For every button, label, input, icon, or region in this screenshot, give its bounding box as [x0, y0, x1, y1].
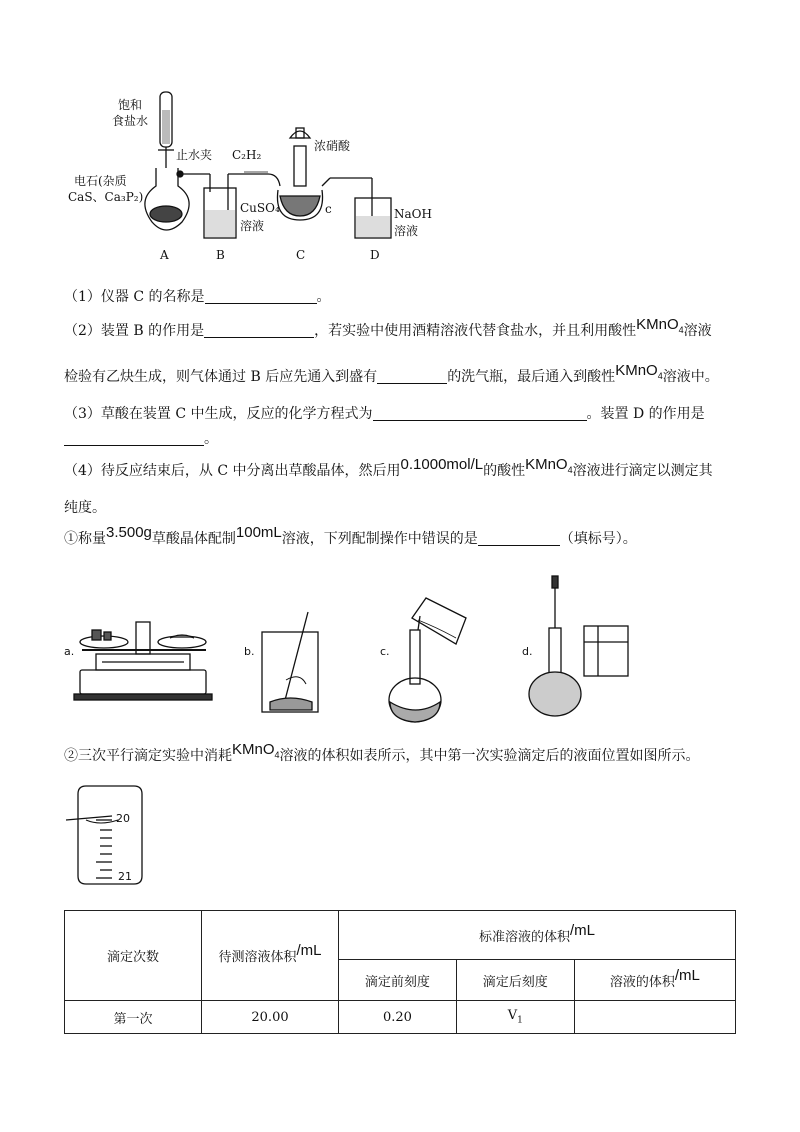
header-standard-volume: 标准溶液的体积/mL [339, 911, 736, 960]
option-c-label: c. [380, 645, 390, 658]
label-B: B [216, 248, 225, 262]
q4-1-pre: ①称量 [64, 531, 106, 547]
label-naoh-1: NaOH [394, 207, 432, 221]
q2-line2-end: 溶液中。 [662, 369, 719, 385]
label-cuso4-1: CuSO₄ [240, 201, 280, 215]
option-b-label: b. [244, 645, 255, 658]
q2-mid: ，若实验中使用酒精溶液代替食盐水，并且利用酸性 [314, 323, 637, 339]
header-before: 滴定前刻度 [339, 960, 457, 1001]
q4-1-end: （填标号）。 [559, 531, 637, 547]
label-carbide-1: 电石(杂质 [74, 174, 127, 188]
cell-after: $V_1$ [456, 1001, 574, 1034]
concentration: 0.1000mol/L [400, 456, 484, 473]
label-C: C [296, 248, 306, 262]
burette-mark-20: 20 [116, 812, 130, 825]
burette-mark-21: 21 [118, 870, 132, 883]
question-4-1 [64, 524, 637, 548]
option-a-label: a. [64, 645, 75, 658]
label-saturated-brine-1: 饱和 [118, 98, 143, 112]
cell-trial: 第一次 [65, 1001, 202, 1034]
question-2-line-1 [64, 316, 712, 341]
q3-end: 。 [204, 431, 218, 447]
question-3-line-2 [64, 428, 218, 448]
label-carbide-2: CaS、Ca₃P₂) [68, 190, 144, 204]
q1-text: （1）仪器 C 的名称是 [64, 289, 205, 305]
header-trial: 滴定次数 [65, 911, 202, 1001]
kmno4-formula: KMnO$_4$ [615, 362, 663, 381]
q2-blank-1[interactable] [204, 323, 314, 338]
label-clamp: 止水夹 [176, 148, 213, 162]
kmno4-formula: KMnO$_4$ [232, 741, 280, 760]
options-drawing [0, 570, 800, 710]
label-cuso4-2: 溶液 [240, 219, 265, 233]
unit-ml: /mL [570, 921, 596, 939]
q4-purity: 纯度。 [64, 500, 106, 516]
q1-blank[interactable] [205, 289, 317, 304]
header-after: 滴定后刻度 [456, 960, 574, 1001]
question-4-line-2 [64, 497, 106, 517]
label-A: A [160, 248, 169, 262]
q2-end: 溶液 [683, 323, 712, 339]
q3-blank-2[interactable] [64, 431, 204, 446]
label-saturated-brine-2: 食盐水 [112, 114, 149, 128]
option-d-label: d. [522, 645, 533, 658]
unit-ml: /mL [674, 966, 700, 984]
titration-table [64, 910, 736, 1034]
q2-blank-2[interactable] [377, 369, 447, 384]
q3-blank-1[interactable] [373, 406, 587, 421]
question-2-line-2 [64, 362, 719, 387]
table-row [65, 1001, 736, 1034]
q2-line2-text: 检验有乙炔生成，则气体通过 B 后应先通入到盛有 [64, 369, 378, 385]
q2-text: （2）装置 B 的作用是 [64, 323, 205, 339]
q2-line2-mid: 的洗气瓶，最后通入到酸性 [447, 369, 616, 385]
label-naoh-2: 溶液 [394, 224, 419, 238]
q1-end: 。 [316, 289, 331, 305]
unit-ml: /mL [296, 942, 322, 959]
q4-mid: 的酸性 [483, 463, 526, 479]
mass-value: 3.500g [106, 524, 152, 541]
q3-mid: 。装置 D 的作用是 [586, 406, 705, 422]
q3-text: （3）草酸在装置 C 中生成，反应的化学方程式为 [64, 406, 373, 422]
q4-2-post: 溶液的体积如表所示，其中第一次实验滴定后的液面位置如图所示。 [279, 748, 700, 764]
cell-sample-volume: 20.00 [202, 1001, 339, 1034]
q4-end: 溶液进行滴定以测定其 [572, 463, 713, 479]
cell-volume[interactable] [574, 1001, 735, 1034]
cell-before: 0.20 [339, 1001, 457, 1034]
label-conc-nitric: 浓硝酸 [314, 139, 351, 153]
label-c-small: c [325, 202, 332, 216]
volume-value: 100mL [235, 524, 282, 541]
label-D: D [370, 248, 380, 262]
q4-text: （4）待反应结束后，从 C 中分离出草酸晶体，然后用 [64, 463, 401, 479]
header-volume: 溶液的体积/mL [574, 960, 735, 1001]
q4-1-mid2: 溶液，下列配制操作中错误的是 [281, 531, 478, 547]
q4-1-blank[interactable] [478, 531, 560, 546]
question-4-2 [64, 741, 700, 766]
kmno4-formula: KMnO$_4$ [636, 316, 684, 335]
kmno4-formula: KMnO$_4$ [525, 456, 573, 475]
question-3-line-1 [64, 403, 705, 423]
label-gas: C₂H₂ [232, 148, 262, 162]
q4-1-mid: 草酸晶体配制 [151, 531, 236, 547]
q4-2-pre: ②三次平行滴定实验中消耗 [64, 748, 232, 764]
question-4-line-1 [64, 456, 713, 481]
header-sample-volume: 待测溶液体积/mL [202, 911, 339, 1001]
question-1 [64, 286, 331, 306]
